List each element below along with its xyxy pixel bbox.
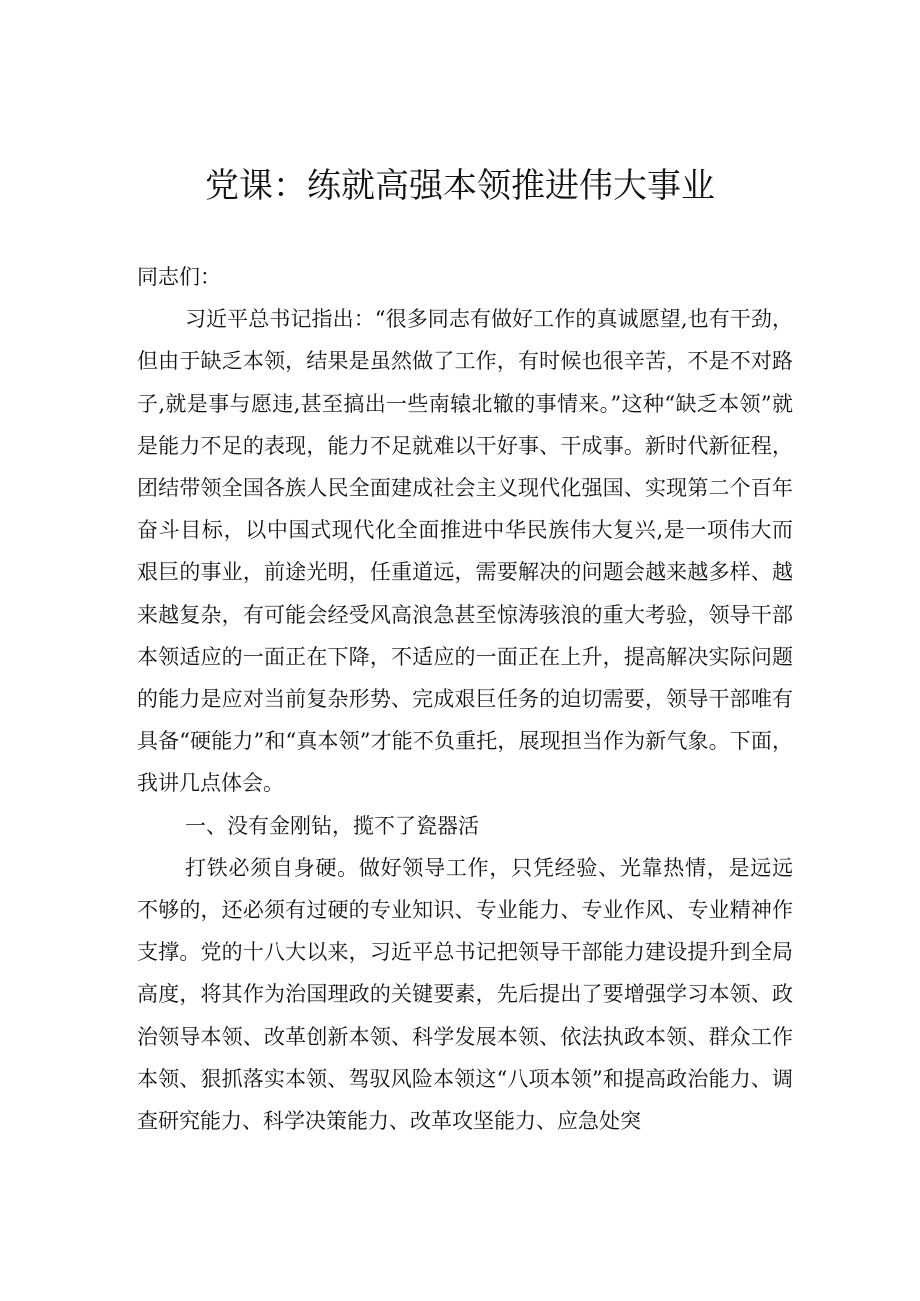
salutation: 同志们： [137, 265, 221, 289]
section-paragraph-1: 打铁必须自身硬。做好领导工作，只凭经验、光靠热情，是远远不够的，还必须有过硬的专业知识、专业能力、专业作风、专业精神作支撑。党的十八大以来，习近平总书记把领导干部能力建设提升到全局高度，将其作为治国理政的关键要素，先后提出了要增强学习本领、政治领导本领、改革创新本领、科学发展本领、依法执政本领、群众工作本领、狠抓落实本领、驾驭风险本领这“八项本领”和提高政治能力、调查研究能力、科学决策能力、改革攻坚能力、应急处突 [137, 855, 793, 1134]
document-title: 党课：练就高强本领推进伟大事业 [205, 166, 715, 206]
intro-paragraph: 习近平总书记指出：“很多同志有做好工作的真诚愿望,也有干劲，但由于缺乏本领，结果是虽然做了工作，有时候也很辛苦，不是不对路子,就是事与愿违,甚至搞出一些南辕北辙的事情来。”这种“缺乏本领”就是能力不足的表现，能力不足就难以干好事、干成事。新时代新征程，团结带领全国各族人民全面建成社会主义现代化强国、实现第二个百年奋斗目标，以中国式现代化全面推进中华民族伟大复兴,是一项伟大而艰巨的事业，前途光明，任重道远，需要解决的问题会越来越多样、越来越复杂，有可能会经受风高浪急甚至惊涛骇浪的重大考验，领导干部本领适应的一面正在下降，不适应的一面正在上升，提高解决实际问题的能力是应对当前复杂形势、完成艰巨任务的迫切需要，领导干部唯有具备“硬能力”和“真本领”才能不负重托，展现担当作为新气象。下面，我讲几点体会。 [137, 307, 793, 796]
section-heading-1: 一、没有金刚钻，揽不了瓷器活 [185, 813, 479, 838]
document-body [137, 256, 793, 1142]
